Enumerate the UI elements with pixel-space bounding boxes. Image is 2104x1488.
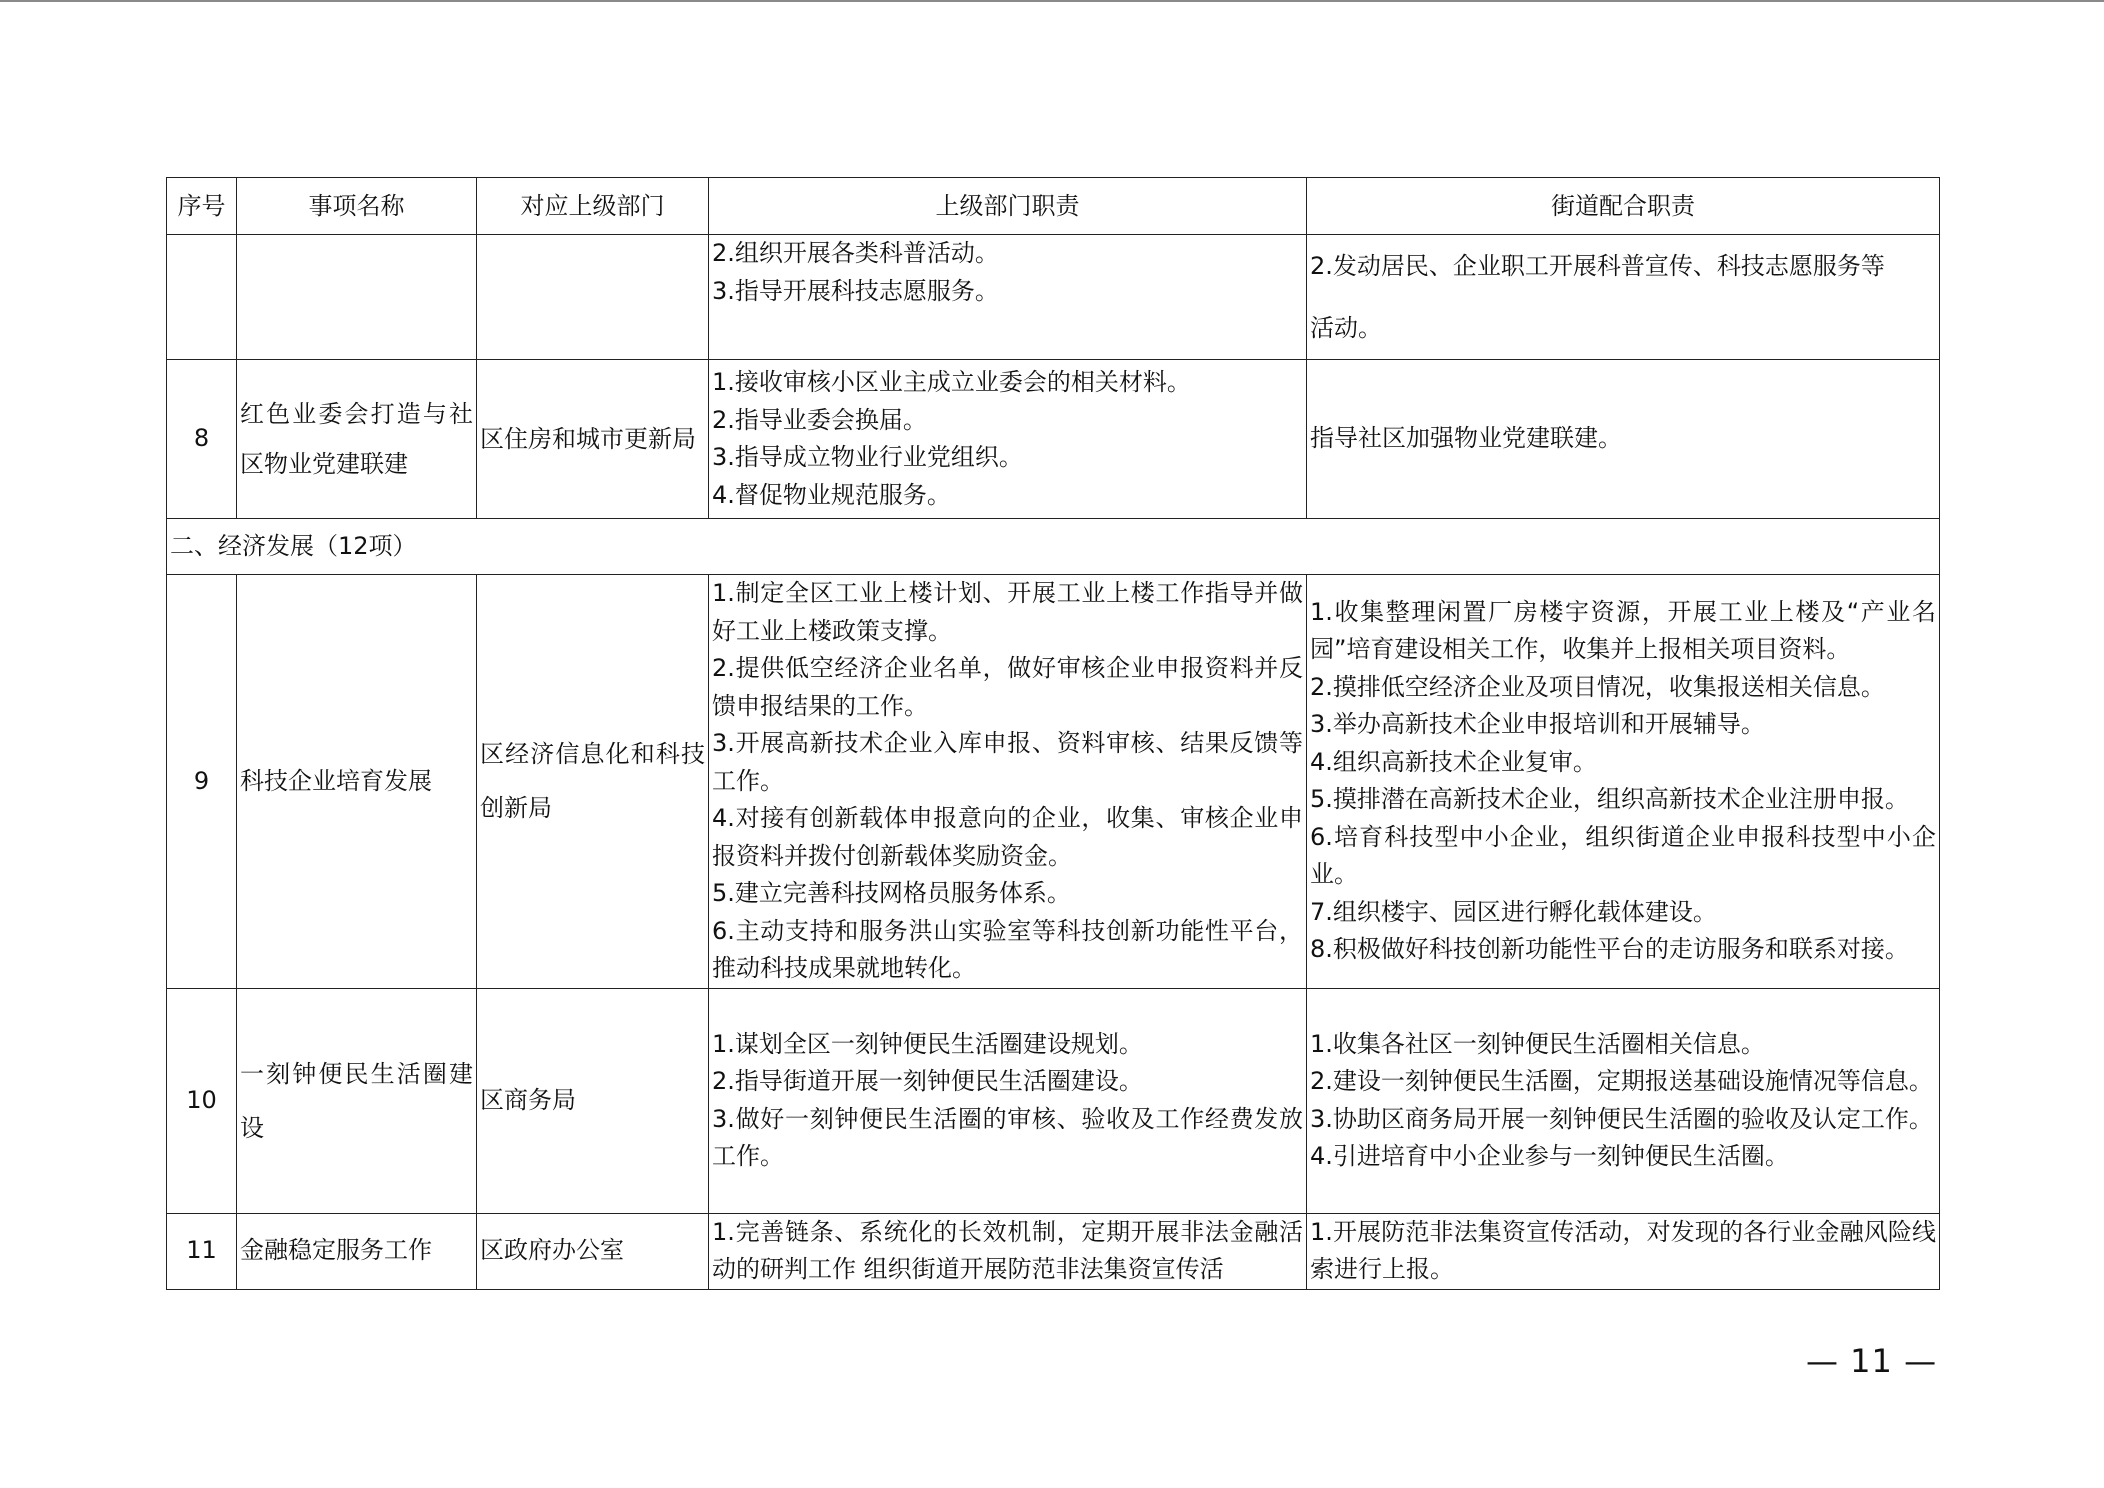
- table-row-9: [167, 575, 1940, 989]
- cell-item-name: 红色业委会打造与社区物业党建联建: [237, 360, 477, 519]
- street-line: 1.收集各社区一刻钟便民生活圈相关信息。: [1310, 1029, 1765, 1058]
- street-line: 7.组织楼宇、园区进行孵化载体建设。: [1310, 897, 1717, 926]
- cell-superior-duties: [709, 360, 1307, 519]
- street-line: 1.开展防范非法集资宣传活动，对发现的各行业金融风险线索进行上报。: [1310, 1217, 1936, 1283]
- duty-line: 3.指导开展科技志愿服务。: [712, 276, 999, 305]
- street-line: 3.协助区商务局开展一刻钟便民生活圈的验收及认定工作。: [1310, 1104, 1933, 1133]
- cell-no: [167, 235, 237, 360]
- duty-line: 2.指导业委会换届。: [712, 405, 927, 434]
- cell-street-duties: [1307, 360, 1940, 519]
- cell-superior-duties: [709, 575, 1307, 989]
- cell-street-duties: [1307, 1213, 1940, 1289]
- cell-item-name: 金融稳定服务工作: [237, 1213, 477, 1289]
- cell-no: 11: [167, 1213, 237, 1289]
- duty-line: 1.谋划全区一刻钟便民生活圈建设规划。: [712, 1029, 1143, 1058]
- top-border-rule: [0, 0, 2104, 2]
- cell-superior-duties: [709, 1213, 1307, 1289]
- cell-item-name: 科技企业培育发展: [237, 575, 477, 989]
- street-line: 2.摸排低空经济企业及项目情况，收集报送相关信息。: [1310, 672, 1885, 701]
- duty-line: 4.对接有创新载体申报意向的企业，收集、审核企业申报资料并拨付创新载体奖励资金。: [712, 804, 1303, 870]
- cell-item-name: [237, 235, 477, 360]
- street-line: 活动。: [1310, 314, 1382, 342]
- cell-dept: 区政府办公室: [477, 1213, 709, 1289]
- duty-line: 2.组织开展各类科普活动。: [712, 239, 999, 267]
- cell-dept: [477, 235, 709, 360]
- duty-line: 2.指导街道开展一刻钟便民生活圈建设。: [712, 1067, 1143, 1095]
- section-row-economic: [167, 519, 1940, 575]
- header-superior-dept: 对应上级部门: [477, 178, 709, 235]
- duty-line: 1.制定全区工业上楼计划、开展工业上楼工作指导并做好工业上楼政策支撑。: [712, 579, 1303, 645]
- page-number: — 11 —: [1806, 1342, 1938, 1380]
- cell-dept: 区经济信息化和科技创新局: [477, 575, 709, 989]
- street-line: 2.发动居民、企业职工开展科普宣传、科技志愿服务等: [1310, 252, 1885, 280]
- duty-line: 2.提供低空经济企业名单，做好审核企业申报资料并反馈申报结果的工作。: [712, 654, 1303, 720]
- cell-superior-duties: [709, 988, 1307, 1213]
- duty-line: 4.督促物业规范服务。: [712, 480, 951, 509]
- cell-dept: 区住房和城市更新局: [477, 360, 709, 519]
- cell-no: 10: [167, 988, 237, 1213]
- street-line: 5.摸排潜在高新技术企业，组织高新技术企业注册申报。: [1310, 785, 1909, 814]
- cell-no: 8: [167, 360, 237, 519]
- duty-line: 1.完善链条、系统化的长效机制，定期开展非法金融活动的研判工作 组织街道开展防范非法集资宣传活: [712, 1217, 1303, 1283]
- cell-superior-duties: [709, 235, 1307, 360]
- section-title: 二、经济发展（12项）: [167, 519, 1940, 575]
- street-line: 1.收集整理闲置厂房楼宇资源，开展工业上楼及“产业名园”培育建设相关工作，收集并上报相关项目资料。: [1310, 597, 1936, 664]
- cell-street-duties: [1307, 575, 1940, 989]
- street-line: 2.建设一刻钟便民生活圈，定期报送基础设施情况等信息。: [1310, 1067, 1933, 1095]
- table-row-8: [167, 360, 1940, 519]
- table-row-continuation: [167, 235, 1940, 360]
- duty-line: 3.做好一刻钟便民生活圈的审核、验收及工作经费发放工作。: [712, 1104, 1303, 1170]
- duty-line: 3.开展高新技术企业入库申报、资料审核、结果反馈等工作。: [712, 729, 1303, 795]
- header-street-duties: 街道配合职责: [1307, 178, 1940, 235]
- street-line: 6.培育科技型中小企业，组织街道企业申报科技型中小企业。: [1310, 822, 1936, 889]
- street-line: 3.举办高新技术企业申报培训和开展辅导。: [1310, 710, 1765, 739]
- street-line: 4.组织高新技术企业复审。: [1310, 747, 1597, 776]
- table-header-row: [167, 178, 1940, 235]
- cell-street-duties: [1307, 988, 1940, 1213]
- table-row-10: [167, 988, 1940, 1213]
- duty-line: 1.接收审核小区业主成立业委会的相关材料。: [712, 368, 1191, 396]
- cell-no: 9: [167, 575, 237, 989]
- cell-item-name: 一刻钟便民生活圈建设: [237, 988, 477, 1213]
- duty-line: 5.建立完善科技网格员服务体系。: [712, 879, 1071, 907]
- street-line: 指导社区加强物业党建联建。: [1310, 424, 1622, 453]
- responsibility-table: [166, 177, 1940, 1290]
- cell-street-duties: [1307, 235, 1940, 360]
- header-superior-duties: 上级部门职责: [709, 178, 1307, 235]
- table-row-11: [167, 1213, 1940, 1289]
- header-no: 序号: [167, 178, 237, 235]
- duty-line: 6.主动支持和服务洪山实验室等科技创新功能性平台，推动科技成果就地转化。: [712, 916, 1303, 982]
- street-line: 8.积极做好科技创新功能性平台的走访服务和联系对接。: [1310, 935, 1909, 964]
- header-item-name: 事项名称: [237, 178, 477, 235]
- duty-line: 3.指导成立物业行业党组织。: [712, 443, 1023, 471]
- cell-dept: 区商务局: [477, 988, 709, 1213]
- street-line: 4.引进培育中小企业参与一刻钟便民生活圈。: [1310, 1142, 1789, 1170]
